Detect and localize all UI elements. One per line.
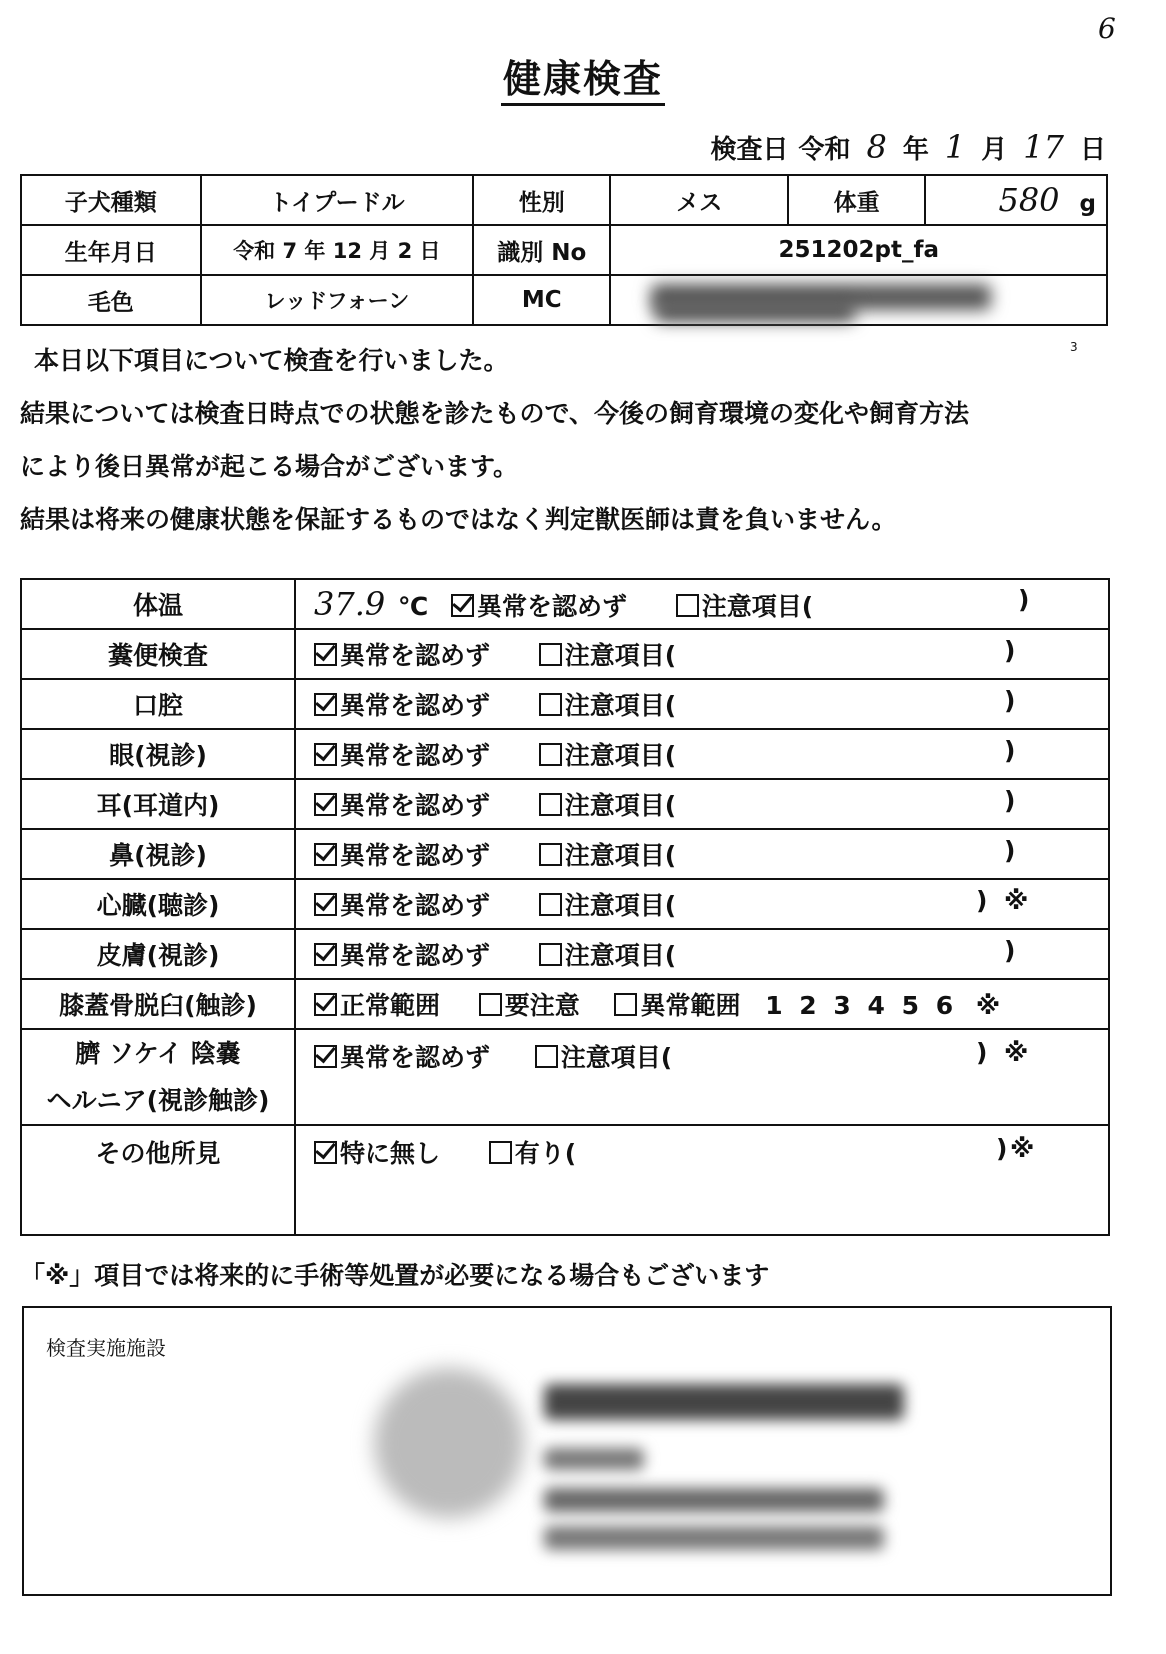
- weight-label: 体重: [788, 175, 925, 225]
- redaction-blur: [544, 1526, 884, 1550]
- normal-checkbox[interactable]: [451, 594, 474, 617]
- note-mark: 3: [1070, 340, 1078, 354]
- normal-checkbox[interactable]: [314, 843, 337, 866]
- item-label: 耳(耳道内): [21, 779, 295, 829]
- item-label: 皮膚(視診): [21, 929, 295, 979]
- patella-grades: 1 2 3 4 5 6: [765, 991, 958, 1020]
- id-label: 識別 No: [473, 225, 610, 275]
- item-label: 眼(視診): [21, 729, 295, 779]
- normal-checkbox[interactable]: [314, 893, 337, 916]
- exam-results-table: [20, 578, 1110, 1236]
- patella-caution-checkbox[interactable]: [479, 993, 502, 1016]
- table-row: その他所見 特に無し 有り( ) ※: [21, 1125, 1109, 1235]
- attention-checkbox[interactable]: [539, 793, 562, 816]
- attention-checkbox[interactable]: [539, 743, 562, 766]
- weight-cell: [925, 175, 1107, 225]
- exam-date-day: 17: [1023, 128, 1064, 166]
- note-line: により後日異常が起こる場合がございます。: [20, 452, 519, 481]
- surgery-mark: ※: [1010, 1134, 1035, 1163]
- table-row: 皮膚(視診) 異常を認めず 注意項目( ): [21, 929, 1109, 979]
- mc-label: MC: [473, 275, 610, 325]
- table-row: 膝蓋骨脱臼(触診) 正常範囲 要注意 異常範囲 1 2 3 4 5 6 ※: [21, 979, 1109, 1029]
- disclaimer-notes: [20, 334, 1140, 546]
- attention-checkbox[interactable]: [539, 943, 562, 966]
- normal-checkbox[interactable]: [314, 793, 337, 816]
- facility-box: [22, 1306, 1112, 1596]
- normal-checkbox[interactable]: [314, 943, 337, 966]
- exam-date: 検査日 令和 8 年 1 月 17 日: [710, 128, 1106, 166]
- attention-checkbox[interactable]: [539, 643, 562, 666]
- normal-checkbox[interactable]: [314, 743, 337, 766]
- table-row: 口腔 異常を認めず 注意項目( ): [21, 679, 1109, 729]
- item-label: 鼻(視診): [21, 829, 295, 879]
- none-checkbox[interactable]: [314, 1141, 337, 1164]
- surgery-mark: ※: [975, 991, 1001, 1020]
- facility-stamp-redacted: [374, 1368, 524, 1518]
- patella-label: 膝蓋骨脱臼(触診): [21, 979, 295, 1029]
- item-label: 糞便検査: [21, 629, 295, 679]
- facility-label: 検査実施施設: [46, 1336, 166, 1360]
- table-row: 心臓(聴診) 異常を認めず 注意項目( ) ※: [21, 879, 1109, 929]
- table-row: 眼(視診) 異常を認めず 注意項目( ): [21, 729, 1109, 779]
- redaction-blur: [544, 1448, 644, 1470]
- present-checkbox[interactable]: [489, 1141, 512, 1164]
- table-row: 臍 ソケイ 陰嚢 ヘルニア(視診触診) 異常を認めず 注意項目( ) ※: [21, 1029, 1109, 1125]
- exam-date-year: 8: [866, 128, 887, 166]
- hernia-label: 臍 ソケイ 陰嚢 ヘルニア(視診触診): [21, 1029, 295, 1125]
- table-row: 鼻(視診) 異常を認めず 注意項目( ): [21, 829, 1109, 879]
- note-line: 結果は将来の健康状態を保証するものではなく判定獣医師は責を負いません。: [20, 505, 897, 534]
- document-title: 健康検査: [0, 48, 1166, 103]
- table-row: 糞便検査 異常を認めず 注意項目( ): [21, 629, 1109, 679]
- temperature-unit: ℃: [397, 592, 429, 621]
- table-row: 体温 37.9 ℃ 異常を認めず 注意項目( ): [21, 579, 1109, 629]
- weight-value: 580: [998, 181, 1060, 219]
- temperature-value: 37.9: [314, 585, 386, 623]
- redaction-blur: [544, 1488, 884, 1512]
- weight-unit: g: [1079, 191, 1096, 217]
- surgery-mark: ※: [1004, 886, 1029, 915]
- surgery-mark: ※: [1004, 1038, 1029, 1067]
- exam-date-label: 検査日: [710, 135, 789, 165]
- normal-checkbox[interactable]: [314, 693, 337, 716]
- redaction-blur: [544, 1384, 904, 1420]
- exam-date-month: 1: [944, 128, 966, 166]
- attention-checkbox[interactable]: [539, 893, 562, 916]
- attention-checkbox[interactable]: [539, 693, 562, 716]
- sex-label: 性別: [473, 175, 610, 225]
- temperature-label: 体温: [21, 579, 295, 629]
- attention-checkbox[interactable]: [539, 843, 562, 866]
- birth-value: 令和 7 年 12 月 2 日: [201, 225, 474, 275]
- birth-label: 生年月日: [21, 225, 201, 275]
- attention-checkbox[interactable]: [535, 1045, 558, 1068]
- item-label: 心臓(聴診): [21, 879, 295, 929]
- breed-label: 子犬種類: [21, 175, 201, 225]
- normal-checkbox[interactable]: [314, 643, 337, 666]
- attention-checkbox[interactable]: [676, 594, 699, 617]
- color-value: レッドフォーン: [201, 275, 474, 325]
- exam-date-era: 令和: [798, 135, 851, 165]
- color-label: 毛色: [21, 275, 201, 325]
- breed-value: トイプードル: [201, 175, 474, 225]
- id-value: 251202pt_fa: [610, 225, 1107, 275]
- patella-abnormal-checkbox[interactable]: [614, 993, 637, 1016]
- sex-value: メス: [610, 175, 787, 225]
- note-line: 結果については検査日時点での状態を診たもので、今後の飼育環境の変化や飼育方法: [20, 399, 970, 428]
- table-row: 耳(耳道内) 異常を認めず 注意項目( ): [21, 779, 1109, 829]
- normal-checkbox[interactable]: [314, 1045, 337, 1068]
- patella-normal-checkbox[interactable]: [314, 993, 337, 1016]
- item-label: 口腔: [21, 679, 295, 729]
- footnote: 「※」項目では将来的に手術等処置が必要になる場合もございます: [20, 1261, 770, 1290]
- other-findings-label: その他所見: [21, 1125, 295, 1235]
- page-number: 6: [1098, 12, 1116, 45]
- note-line: 本日以下項目について検査を行いました。: [34, 346, 509, 375]
